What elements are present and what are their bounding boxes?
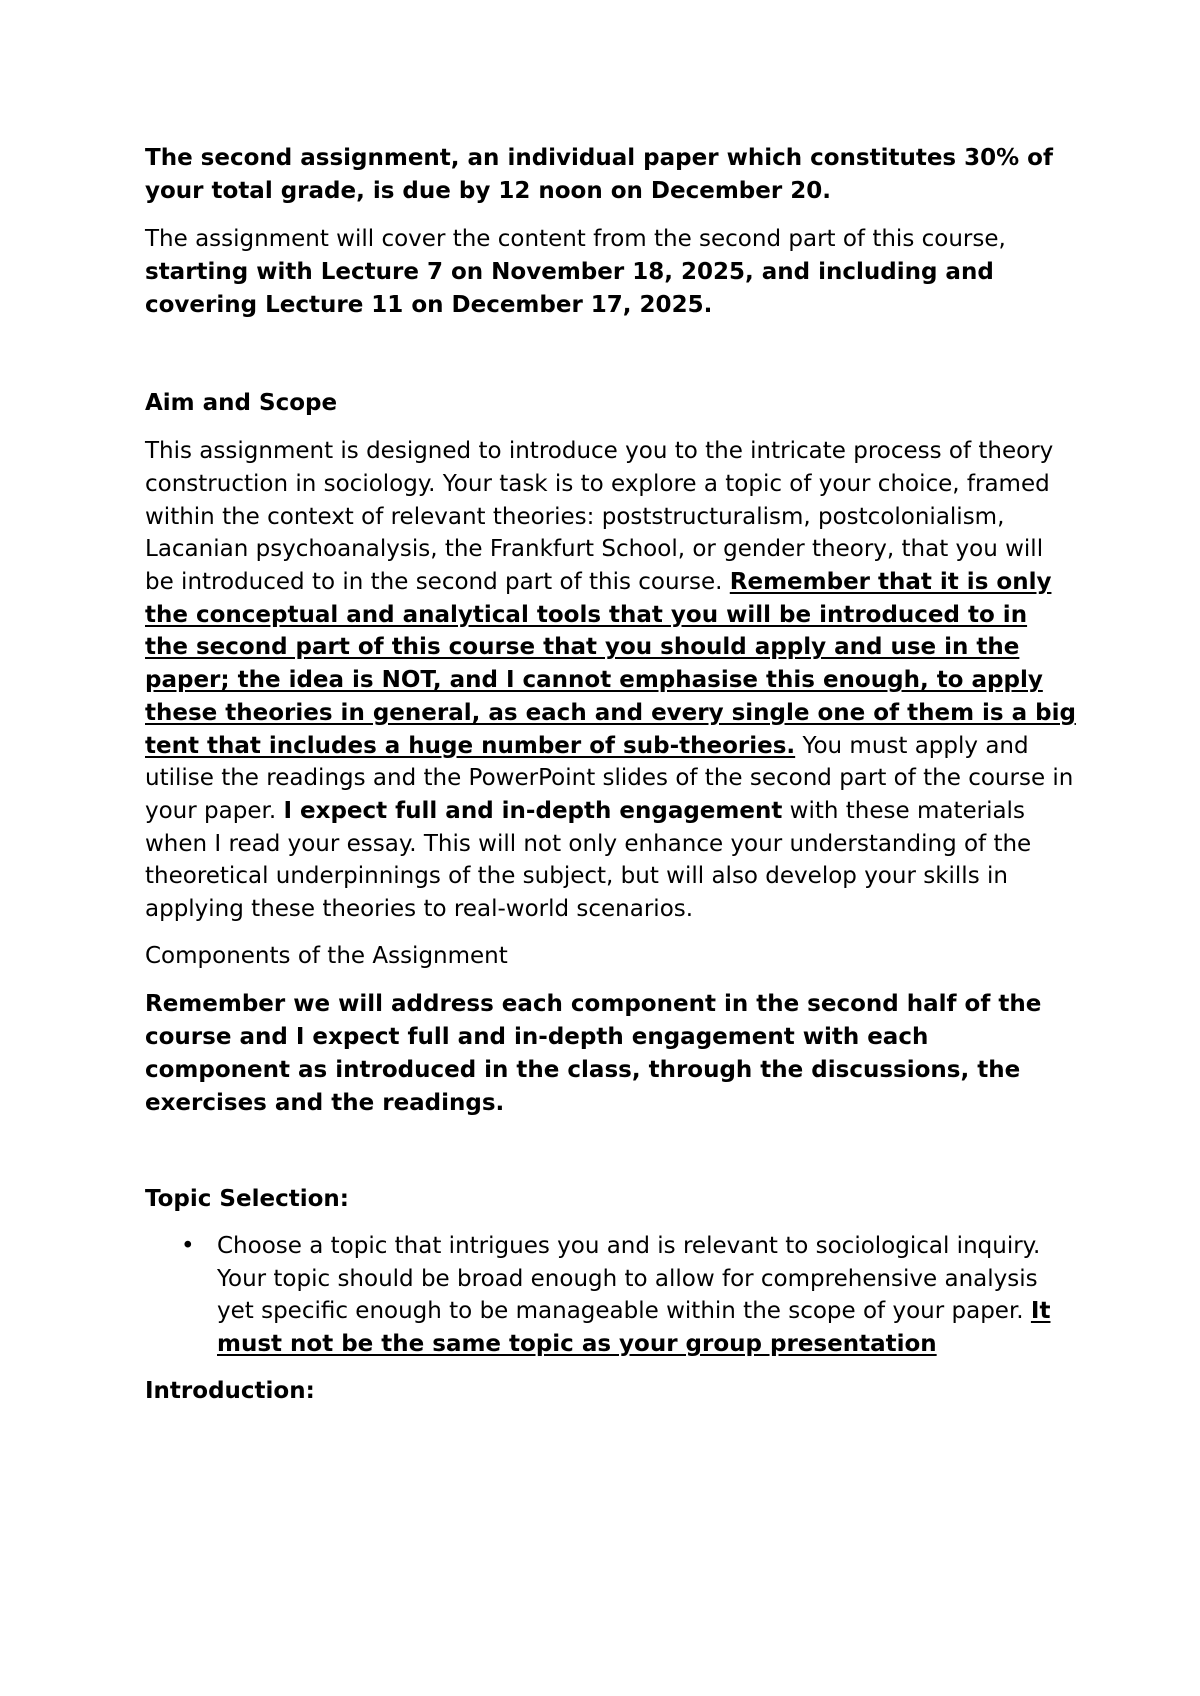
coverage-dates: starting with Lecture 7 on November 18, 2025, and including and covering Lecture 11 on December 17, 2025. [145,259,994,318]
aim-scope-heading: Aim and Scope [145,389,338,416]
topic-item-text: Choose a topic that intrigues you and is relevant to sociological inquiry. Your topic should be broad enough to allow for comprehensive analysis yet specific enough to be manageable within the scope of your paper. [217,1232,1041,1325]
aim-scope-bold: I expect full and in-depth engagement [283,797,783,824]
aim-scope-mid: You must apply and utilise the readings and the PowerPoint slides of the second part of the course in your paper. [145,732,1074,824]
topic-selection-list [145,1230,1076,1361]
components-heading: Components of the Assignment [145,942,508,969]
introduction-heading: Introduction: [145,1377,315,1404]
bullet-icon: • [181,1232,195,1259]
aim-scope-end: with these materials when I read your essay. This will not only enhance your understanding of the theoretical underpinnings of the subject, but will also develop your skills in applying these theories to real-world scenarios. [145,797,1032,923]
components-note: Remember we will address each component in the second half of the course and I expect full and in-depth engagement with each component as introduced in the class, through the discussions, the exercises and the readings. [145,991,1042,1116]
topic-selection-heading: Topic Selection: [145,1186,349,1213]
coverage-paragraph [145,223,1076,321]
aim-scope-emphasis: Remember that it is only the conceptual and analytical tools that you will be introduced to in the second part of this course that you should apply and use in the paper; the idea is NOT, and I cannot emphasise this enough, to apply these theories in general, as each and every single one of them is a big tent that includes a huge number of sub-theories. [145,569,1076,759]
due-statement: The second assignment, an individual paper which constitutes 30% of your total grade, is due by 12 noon on December 20. [145,145,1053,204]
aim-scope-paragraph [145,435,1076,926]
aim-scope-intro: This assignment is designed to introduce you to the intricate process of theory construction in sociology. Your task is to explore a topic of your choice, framed within the context of relevant theories: poststructuralism, postcolonialism, Lacanian psychoanalysis, the Frankfurt School, or gender theory, that you will be introduced to in the second part of this course. [145,438,1054,596]
list-item [145,1230,1076,1361]
topic-item-emphasis: It must not be the same topic as your group presentation [217,1298,1051,1358]
coverage-text: The assignment will cover the content from the second part of this course, [145,226,1006,253]
